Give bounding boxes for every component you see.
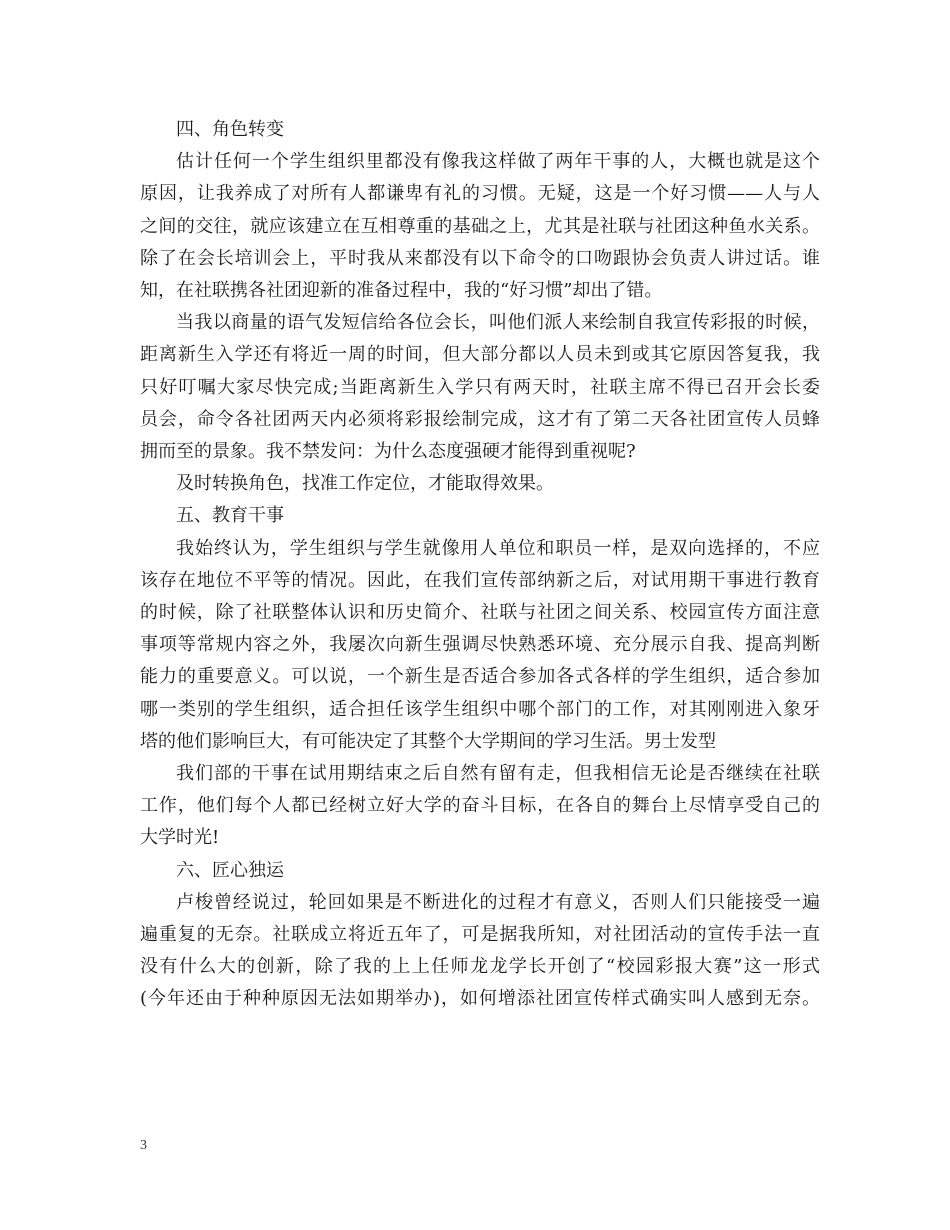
paragraph-line: 我们部的干事在试用期结束之后自然有留有走，但我相信无论是否继续在社联 xyxy=(176,763,820,785)
paragraph-line: 原因，让我养成了对所有人都谦卑有礼的习惯。无疑，这是一个好习惯——人与人 xyxy=(140,183,820,205)
paragraph-line: 估计任何一个学生组织里都没有像我这样做了两年干事的人，大概也就是这个 xyxy=(176,151,820,173)
paragraph-line: 工作，他们每个人都已经树立好大学的奋斗目标，在各自的舞台上尽情享受自己的 xyxy=(140,795,820,817)
paragraph-line: 没有什么大的创新，除了我的上上任师龙龙学长开创了“校园彩报大赛”这一形式 xyxy=(140,956,820,978)
paragraph-line: 距离新生入学还有将近一周的时间，但大部分都以人员未到或其它原因答复我，我 xyxy=(140,344,820,366)
paragraph-line: 除了在会长培训会上，平时我从来都没有以下命令的口吻跟协会负责人讲过话。谁 xyxy=(140,247,820,269)
paragraph-line: 我始终认为，学生组织与学生就像用人单位和职员一样，是双向选择的，不应 xyxy=(176,537,820,559)
paragraph-line: 之间的交往，就应该建立在互相尊重的基础之上，尤其是社联与社团这种鱼水关系。 xyxy=(140,215,820,237)
paragraph-line: 只好叮嘱大家尽快完成;当距离新生入学只有两天时，社联主席不得已召开会长委 xyxy=(140,376,820,398)
paragraph-line: 遍重复的无奈。社联成立将近五年了，可是据我所知，对社团活动的宣传手法一直 xyxy=(140,924,820,946)
paragraph-line: 能力的重要意义。可以说，一个新生是否适合参加各式各样的学生组织，适合参加 xyxy=(140,666,820,688)
document-body xyxy=(140,114,820,1016)
paragraph-line: 大学时光! xyxy=(140,827,220,849)
section-heading: 六、匠心独运 xyxy=(176,859,284,881)
paragraph-line: 当我以商量的语气发短信给各位会长，叫他们派人来绘制自我宣传彩报的时候， xyxy=(176,312,820,334)
paragraph-line: (今年还由于种种原因无法如期举办)，如何增添社团宣传样式确实叫人感到无奈。 xyxy=(140,988,820,1010)
paragraph-line: 的时候，除了社联整体认识和历史简介、社联与社团之间关系、校园宣传方面注意 xyxy=(140,602,820,624)
paragraph-line: 哪一类别的学生组织，适合担任该学生组织中哪个部门的工作，对其刚刚进入象牙 xyxy=(140,698,820,720)
paragraph-line: 卢梭曾经说过，轮回如果是不断进化的过程才有意义，否则人们只能接受一遍 xyxy=(176,891,820,913)
paragraph-line: 员会，命令各社团两天内必须将彩报绘制完成，这才有了第二天各社团宣传人员蜂 xyxy=(140,408,820,430)
paragraph-line: 知，在社联携各社团迎新的准备过程中，我的“好习惯”却出了错。 xyxy=(140,280,663,302)
section-heading: 五、教育干事 xyxy=(176,505,284,527)
paragraph-line: 该存在地位不平等的情况。因此，在我们宣传部纳新之后，对试用期干事进行教育 xyxy=(140,569,820,591)
page-number: 3 xyxy=(140,1138,147,1153)
paragraph-line: 事项等常规内容之外，我屡次向新生强调尽快熟悉环境、充分展示自我、提高判断 xyxy=(140,634,820,656)
paragraph-line: 及时转换角色，找准工作定位，才能取得效果。 xyxy=(176,473,554,495)
paragraph-line: 塔的他们影响巨大，有可能决定了其整个大学期间的学习生活。男士发型 xyxy=(140,730,716,752)
section-heading: 四、角色转变 xyxy=(176,119,284,140)
paragraph-line: 拥而至的景象。我不禁发问：为什么态度强硬才能得到重视呢? xyxy=(140,441,636,463)
